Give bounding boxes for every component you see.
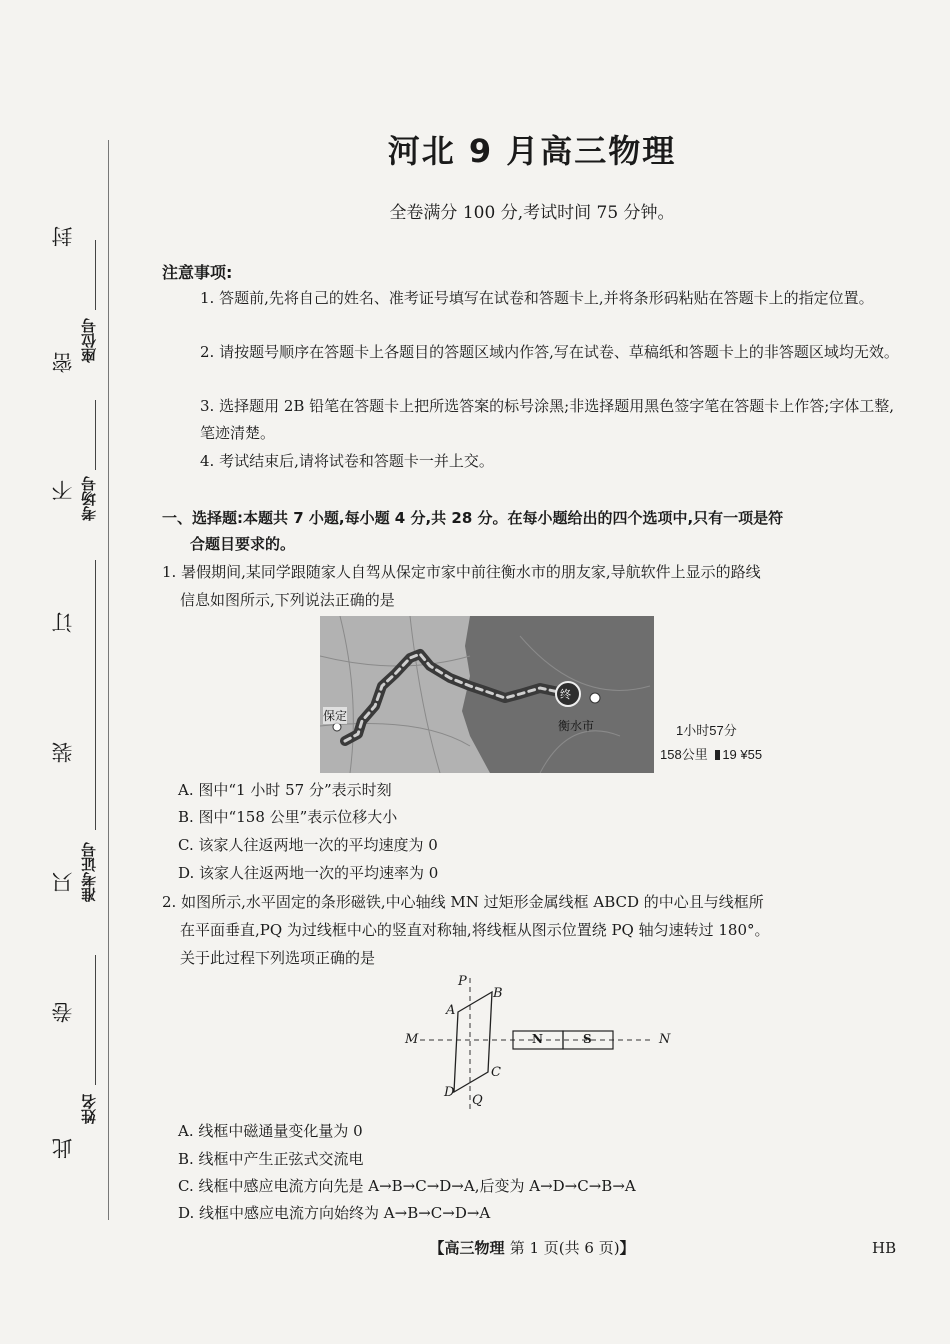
question-2-stem	[162, 888, 907, 972]
q1-option-c: C. 该家人往返两地一次的平均速度为 0	[178, 836, 438, 854]
seal-char: 装	[51, 742, 75, 763]
notice-heading: 注意事项:	[162, 263, 233, 282]
traffic-light-icon	[715, 750, 720, 760]
seat-number-field[interactable]	[95, 240, 96, 310]
seal-char: 此	[51, 1138, 75, 1159]
seal-char: 只	[51, 872, 75, 893]
name-label: 姓名	[80, 1094, 98, 1124]
q2-option-b: B. 线框中产生正弦式交流电	[178, 1150, 364, 1168]
section-heading-line1: 一、选择题:本题共 7 小题,每小题 4 分,共 28 分。在每小题给出的四个选项中,只有一项是符	[162, 509, 784, 527]
region-code: HB	[872, 1239, 897, 1257]
question-2-line2: 在平面垂直,PQ 为过线框中心的竖直对称轴,将线框从图示位置绕 PQ 轴匀速转过 180°。	[180, 921, 770, 939]
q2-option-a: A. 线框中磁通量变化量为 0	[178, 1122, 363, 1140]
section-heading	[162, 505, 907, 557]
question-1-line1: 1. 暑假期间,某同学跟随家人自驾从保定市家中前往衡水市的朋友家,导航软件上显示的路线	[162, 563, 761, 581]
seal-char: 封	[51, 226, 75, 247]
section-heading-line2: 合题目要求的。	[190, 535, 296, 553]
seal-char: 密	[51, 352, 75, 373]
route-lights: 19	[722, 747, 737, 762]
seal-char: 卷	[51, 1002, 75, 1023]
question-2-line3: 关于此过程下列选项正确的是	[180, 949, 376, 967]
q2-option-d: D. 线框中感应电流方向始终为 A→B→C→D→A	[178, 1204, 491, 1222]
footer-page-number: 第 1 页(共 6 页)	[509, 1239, 620, 1257]
notice-item: 3. 选择题用 2B 铅笔在答题卡上把所选答案的标号涂黑;非选择题用黑色签字笔在答题卡上作答;字体工整,笔迹清楚。	[200, 397, 895, 442]
q2-option-c: C. 线框中感应电流方向先是 A→B→C→D→A,后变为 A→D→C→B→A	[178, 1177, 636, 1195]
name-field[interactable]	[95, 955, 96, 1085]
question-2-line1: 2. 如图所示,水平固定的条形磁铁,中心轴线 MN 过矩形金属线框 ABCD 的中心且与线框所	[162, 893, 764, 911]
label-a: A	[446, 1003, 456, 1018]
page-title: 河北 9 月高三物理	[387, 132, 677, 170]
map-start-label: 保定	[323, 709, 348, 723]
map-drawing	[320, 616, 654, 773]
q1-option-b: B. 图中“158 公里”表示位移大小	[178, 808, 398, 826]
label-p: P	[458, 974, 467, 989]
exam-subtitle: 全卷满分 100 分,考试时间 75 分钟。	[389, 203, 675, 223]
exam-room-label: 考场号	[80, 476, 98, 521]
question-1-stem	[162, 558, 907, 614]
seal-char: 不	[51, 480, 75, 501]
footer-bracket-right: 】	[619, 1239, 635, 1257]
map-end-label: 衡水市	[558, 719, 595, 733]
seal-char: 订	[51, 612, 75, 633]
notice-item: 1. 答题前,先将自己的姓名、准考证号填写在试卷和答题卡上,并将条形码粘贴在答题卡上的指定位置。	[200, 289, 874, 307]
question-1-line2: 信息如图所示,下列说法正确的是	[180, 591, 395, 609]
magnet-south-pole: S	[583, 1032, 592, 1046]
footer-subject: 高三物理	[444, 1239, 505, 1257]
label-q: Q	[472, 1093, 483, 1108]
route-stats	[660, 744, 762, 763]
magnet-north-pole: N	[532, 1032, 543, 1046]
footer-bracket-left: 【	[429, 1239, 445, 1257]
exam-room-field[interactable]	[95, 400, 96, 470]
navigation-map	[320, 616, 654, 773]
label-n-axis: N	[659, 1032, 671, 1047]
q1-option-d: D. 该家人往返两地一次的平均速率为 0	[178, 864, 439, 882]
admission-number-field[interactable]	[95, 560, 96, 830]
route-toll: ¥55	[740, 747, 763, 762]
page-footer	[0, 1237, 950, 1258]
label-b: B	[493, 986, 503, 1001]
route-time: 1小时57分	[676, 723, 737, 738]
q1-option-a: A. 图中“1 小时 57 分”表示时刻	[178, 781, 392, 799]
map-end-marker: 终	[560, 688, 571, 701]
admission-number-label: 准考证号	[80, 842, 98, 902]
notice-item: 4. 考试结束后,请将试卷和答题卡一并上交。	[200, 452, 494, 470]
label-c: C	[491, 1065, 501, 1080]
magnet-frame-figure	[400, 970, 680, 1115]
route-distance: 158公里	[660, 747, 708, 762]
label-d: D	[444, 1085, 455, 1100]
notice-item: 2. 请按题号顺序在答题卡上各题目的答题区域内作答,写在试卷、草稿纸和答题卡上的非答题区域均无效。	[200, 343, 899, 361]
label-m: M	[405, 1032, 419, 1047]
binding-line	[108, 140, 109, 1220]
seat-number-label: 座位号	[80, 318, 98, 363]
